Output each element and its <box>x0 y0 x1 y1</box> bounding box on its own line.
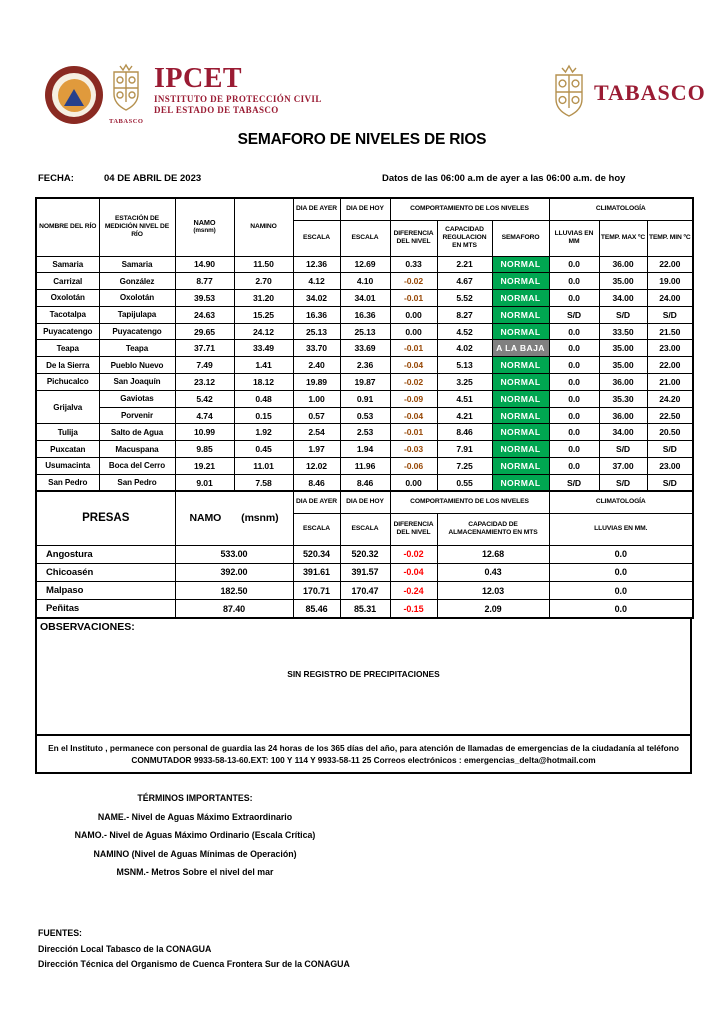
escala-hoy-value: 2.36 <box>340 357 390 374</box>
station-name: Tapijulapa <box>99 306 175 323</box>
ipcet-subtitle-2: DEL ESTADO DE TABASCO <box>154 105 279 115</box>
escala-ayer-value: 16.36 <box>293 306 340 323</box>
river-name: Carrizal <box>36 273 99 290</box>
presa-escala-hoy-value: 170.47 <box>340 582 390 600</box>
col-header-presas-dia-ayer: DIA DE AYER <box>293 491 340 513</box>
capacidad-value: 7.25 <box>437 458 492 475</box>
source-item-1: Dirección Local Tabasco de la CONAGUA <box>38 943 212 954</box>
escala-hoy-value: 34.01 <box>340 290 390 307</box>
col-header-presas-lluvias: LLUVIAS EN MM. <box>549 513 693 545</box>
namo-value: 4.74 <box>175 407 234 424</box>
river-row <box>36 290 693 307</box>
col-header-presas-escala-ayer: ESCALA <box>293 513 340 545</box>
observations-box <box>35 617 692 736</box>
station-name: Pueblo Nuevo <box>99 357 175 374</box>
escala-ayer-value: 12.36 <box>293 256 340 273</box>
lluvias-value: 0.0 <box>549 374 599 391</box>
presa-capacidad-value: 0.43 <box>437 563 549 581</box>
lluvias-value: 0.0 <box>549 357 599 374</box>
col-header-comportamiento: COMPORTAMIENTO DE LOS NIVELES <box>390 198 549 220</box>
presa-diferencia-value: -0.15 <box>390 600 437 618</box>
semaforo-status-badge: NORMAL <box>492 441 549 458</box>
col-header-semaforo: SEMAFORO <box>492 220 549 256</box>
semaforo-status-badge: NORMAL <box>492 374 549 391</box>
col-header-presas-escala-hoy: ESCALA <box>340 513 390 545</box>
tabasco-coat-of-arms-small-icon <box>106 62 146 118</box>
river-name: Puxcatan <box>36 441 99 458</box>
presa-escala-hoy-value: 520.32 <box>340 545 390 563</box>
sources <box>38 926 350 973</box>
presa-lluvias-value: 0.0 <box>549 600 693 618</box>
station-name: Porvenir <box>99 407 175 424</box>
temp-min-value: S/D <box>647 441 693 458</box>
namo-value: 14.90 <box>175 256 234 273</box>
temp-min-value: 20.50 <box>647 424 693 441</box>
presas-namo-unit: (msnm) <box>241 512 279 525</box>
temp-min-value: 21.00 <box>647 374 693 391</box>
col-header-presas-diferencia: DIFERENCIA DEL NIVEL <box>390 513 437 545</box>
emblem-core <box>58 79 91 112</box>
diferencia-value: -0.04 <box>390 357 437 374</box>
capacidad-value: 8.27 <box>437 306 492 323</box>
presa-namo-value: 182.50 <box>175 582 293 600</box>
lluvias-value: 0.0 <box>549 441 599 458</box>
presa-escala-ayer-value: 85.46 <box>293 600 340 618</box>
river-row <box>36 256 693 273</box>
river-name: De la Sierra <box>36 357 99 374</box>
presa-name: Angostura <box>36 545 175 563</box>
namino-value: 2.70 <box>234 273 293 290</box>
temp-min-value: 22.50 <box>647 407 693 424</box>
semaforo-status-badge: NORMAL <box>492 290 549 307</box>
diferencia-value: 0.33 <box>390 256 437 273</box>
temp-max-value: 35.30 <box>599 390 647 407</box>
temp-min-value: 19.00 <box>647 273 693 290</box>
station-name: Puyacatengo <box>99 323 175 340</box>
river-name: Usumacinta <box>36 458 99 475</box>
ipcet-block <box>154 64 322 116</box>
tabasco-wordmark: TABASCO <box>594 80 706 105</box>
term-namo: NAMO.- Nivel de Aguas Máximo Ordinario (Escala Crítica) <box>74 830 316 840</box>
escala-ayer-value: 33.70 <box>293 340 340 357</box>
escala-ayer-value: 25.13 <box>293 323 340 340</box>
presa-row <box>36 600 693 618</box>
observations-label: OBSERVACIONES: <box>40 620 135 633</box>
namino-value: 1.41 <box>234 357 293 374</box>
namino-value: 15.25 <box>234 306 293 323</box>
presa-escala-ayer-value: 391.61 <box>293 563 340 581</box>
lluvias-value: 0.0 <box>549 424 599 441</box>
river-name: Puyacatengo <box>36 323 99 340</box>
col-header-dia-hoy: DIA DE HOY <box>340 198 390 220</box>
namo-label: NAMO <box>193 218 216 228</box>
diferencia-value: -0.01 <box>390 340 437 357</box>
col-header-presas-namo <box>175 491 293 545</box>
presa-capacidad-value: 12.68 <box>437 545 549 563</box>
diferencia-value: -0.01 <box>390 424 437 441</box>
river-name: Tulija <box>36 424 99 441</box>
presa-capacidad-value: 2.09 <box>437 600 549 618</box>
escala-hoy-value: 8.46 <box>340 474 390 491</box>
namino-value: 31.20 <box>234 290 293 307</box>
lluvias-value: 0.0 <box>549 340 599 357</box>
escala-ayer-value: 8.46 <box>293 474 340 491</box>
semaforo-status-badge: NORMAL <box>492 390 549 407</box>
col-header-dia-ayer: DIA DE AYER <box>293 198 340 220</box>
term-msnm: MSNM.- Metros Sobre el nivel del mar <box>116 867 274 877</box>
capacidad-value: 4.02 <box>437 340 492 357</box>
escala-hoy-value: 4.10 <box>340 273 390 290</box>
escala-hoy-value: 33.69 <box>340 340 390 357</box>
river-name: Grijalva <box>36 390 99 424</box>
temp-max-value: 37.00 <box>599 458 647 475</box>
temp-min-value: 21.50 <box>647 323 693 340</box>
temp-max-value: S/D <box>599 474 647 491</box>
temp-max-value: 35.00 <box>599 340 647 357</box>
namo-value: 19.21 <box>175 458 234 475</box>
col-header-climatologia: CLIMATOLOGÍA <box>549 198 693 220</box>
temp-max-value: 33.50 <box>599 323 647 340</box>
col-header-presas: PRESAS <box>36 491 175 545</box>
station-name: San Pedro <box>99 474 175 491</box>
escala-ayer-value: 2.54 <box>293 424 340 441</box>
river-name: Samaria <box>36 256 99 273</box>
col-header-presas-dia-hoy: DIA DE HOY <box>340 491 390 513</box>
semaforo-status-badge: NORMAL <box>492 306 549 323</box>
semaforo-status-badge: NORMAL <box>492 256 549 273</box>
terms-title: TÉRMINOS IMPORTANTES: <box>137 793 253 803</box>
lluvias-value: S/D <box>549 306 599 323</box>
diferencia-value: -0.03 <box>390 441 437 458</box>
presa-diferencia-value: -0.04 <box>390 563 437 581</box>
temp-max-value: 34.00 <box>599 290 647 307</box>
temp-max-value: S/D <box>599 441 647 458</box>
station-name: Boca del Cerro <box>99 458 175 475</box>
capacidad-value: 5.13 <box>437 357 492 374</box>
lluvias-value: 0.0 <box>549 390 599 407</box>
page-title: SEMAFORO DE NIVELES DE RIOS <box>237 131 487 148</box>
escala-hoy-value: 19.87 <box>340 374 390 391</box>
namo-value: 24.63 <box>175 306 234 323</box>
data-window-note: Datos de las 06:00 a.m de ayer a las 06:00 a.m. de hoy <box>382 173 626 184</box>
temp-min-value: 22.00 <box>647 357 693 374</box>
lluvias-value: S/D <box>549 474 599 491</box>
temp-min-value: 24.20 <box>647 390 693 407</box>
escala-hoy-value: 16.36 <box>340 306 390 323</box>
namo-value: 23.12 <box>175 374 234 391</box>
presa-capacidad-value: 12.03 <box>437 582 549 600</box>
escala-ayer-value: 4.12 <box>293 273 340 290</box>
river-row <box>36 390 693 407</box>
semaforo-status-badge: NORMAL <box>492 357 549 374</box>
station-name: Macuspana <box>99 441 175 458</box>
escala-ayer-value: 12.02 <box>293 458 340 475</box>
namino-value: 0.48 <box>234 390 293 407</box>
temp-min-value: 24.00 <box>647 290 693 307</box>
presa-row <box>36 563 693 581</box>
capacidad-value: 2.21 <box>437 256 492 273</box>
civil-protection-triangle-icon <box>64 89 84 106</box>
escala-hoy-value: 11.96 <box>340 458 390 475</box>
presa-namo-value: 533.00 <box>175 545 293 563</box>
escala-ayer-value: 2.40 <box>293 357 340 374</box>
presa-namo-value: 392.00 <box>175 563 293 581</box>
station-name: San Joaquín <box>99 374 175 391</box>
capacidad-value: 4.52 <box>437 323 492 340</box>
lluvias-value: 0.0 <box>549 458 599 475</box>
institute-note-line1: En el Instituto , permanece con personal de guardia las 24 horas de los 365 días del año, para atención de llamadas de emergencias de la ciudadanía al teléfono <box>48 742 679 753</box>
temp-max-value: 34.00 <box>599 424 647 441</box>
lluvias-value: 0.0 <box>549 273 599 290</box>
diferencia-value: -0.04 <box>390 407 437 424</box>
river-name: Tacotalpa <box>36 306 99 323</box>
source-item-2: Dirección Técnica del Organismo de Cuenca Frontera Sur de la CONAGUA <box>38 959 350 969</box>
emblem-inner-ring <box>52 73 96 117</box>
presa-row <box>36 582 693 600</box>
tabasco-small-caption: TABASCO <box>109 118 144 125</box>
diferencia-value: 0.00 <box>390 306 437 323</box>
escala-ayer-value: 0.57 <box>293 407 340 424</box>
col-header-temp-max: TEMP. MAX ºC <box>599 220 647 256</box>
col-header-presas-climatologia: CLIMATOLOGÍA <box>549 491 693 513</box>
station-name: Oxolotán <box>99 290 175 307</box>
capacidad-value: 5.52 <box>437 290 492 307</box>
term-name: NAME.- Nivel de Aguas Máximo Extraordinario <box>97 811 293 822</box>
diferencia-value: -0.02 <box>390 273 437 290</box>
diferencia-value: -0.01 <box>390 290 437 307</box>
river-row <box>36 374 693 391</box>
temp-max-value: 36.00 <box>599 374 647 391</box>
escala-hoy-value: 25.13 <box>340 323 390 340</box>
temp-min-value: 22.00 <box>647 256 693 273</box>
capacidad-value: 3.25 <box>437 374 492 391</box>
presa-name: Peñitas <box>36 600 175 618</box>
namino-value: 11.01 <box>234 458 293 475</box>
institute-note-line2: CONMUTADOR 9933-58-13-60.EXT: 100 Y 114 Y 9933-58-11 25 Correos electrónicos : emergencias_delta@hotmail.com <box>131 754 596 765</box>
col-header-estacion: ESTACIÓN DE MEDICIÓN NIVEL DE RÍO <box>99 198 175 256</box>
river-row <box>36 323 693 340</box>
presa-escala-ayer-value: 170.71 <box>293 582 340 600</box>
ipcet-subtitle-1: INSTITUTO DE PROTECCIÓN CIVIL <box>154 94 322 104</box>
col-header-namino: NAMINO <box>234 198 293 256</box>
river-row <box>36 407 693 424</box>
observations-text: SIN REGISTRO DE PRECIPITACIONES <box>287 668 440 679</box>
temp-max-value: 36.00 <box>599 256 647 273</box>
escala-hoy-value: 0.91 <box>340 390 390 407</box>
sources-title: FUENTES: <box>38 928 82 938</box>
namino-value: 7.58 <box>234 474 293 491</box>
namino-value: 18.12 <box>234 374 293 391</box>
namino-value: 0.15 <box>234 407 293 424</box>
station-name: Samaria <box>99 256 175 273</box>
important-terms <box>30 789 360 882</box>
col-header-presas-capacidad: CAPACIDAD DE ALMACENAMIENTO EN MTS <box>437 513 549 545</box>
presa-lluvias-value: 0.0 <box>549 563 693 581</box>
presa-lluvias-value: 0.0 <box>549 545 693 563</box>
presa-name: Malpaso <box>36 582 175 600</box>
presa-escala-hoy-value: 391.57 <box>340 563 390 581</box>
temp-min-value: S/D <box>647 306 693 323</box>
temp-min-value: 23.00 <box>647 458 693 475</box>
namo-value: 29.65 <box>175 323 234 340</box>
station-name: Gaviotas <box>99 390 175 407</box>
presa-escala-ayer-value: 520.34 <box>293 545 340 563</box>
namino-value: 33.49 <box>234 340 293 357</box>
presa-row <box>36 545 693 563</box>
presa-diferencia-value: -0.24 <box>390 582 437 600</box>
diferencia-value: 0.00 <box>390 474 437 491</box>
river-row <box>36 273 693 290</box>
escala-hoy-value: 1.94 <box>340 441 390 458</box>
river-name: Teapa <box>36 340 99 357</box>
tabasco-coat-of-arms-icon <box>547 63 591 123</box>
temp-max-value: 35.00 <box>599 357 647 374</box>
temp-max-value: 35.00 <box>599 273 647 290</box>
river-name: Oxolotán <box>36 290 99 307</box>
namino-value: 0.45 <box>234 441 293 458</box>
presa-name: Chicoasén <box>36 563 175 581</box>
capacidad-value: 4.21 <box>437 407 492 424</box>
escala-hoy-value: 2.53 <box>340 424 390 441</box>
col-header-escala-hoy: ESCALA <box>340 220 390 256</box>
semaforo-status-badge: NORMAL <box>492 273 549 290</box>
namino-value: 24.12 <box>234 323 293 340</box>
escala-hoy-value: 0.53 <box>340 407 390 424</box>
namo-value: 5.42 <box>175 390 234 407</box>
river-row <box>36 424 693 441</box>
col-header-diferencia: DIFERENCIA DEL NIVEL <box>390 220 437 256</box>
river-row <box>36 306 693 323</box>
river-row <box>36 441 693 458</box>
river-row <box>36 474 693 491</box>
presas-table <box>35 490 694 619</box>
station-name: Teapa <box>99 340 175 357</box>
col-header-presas-comportamiento: COMPORTAMIENTO DE LOS NIVELES <box>390 491 549 513</box>
namo-value: 7.49 <box>175 357 234 374</box>
presa-lluvias-value: 0.0 <box>549 582 693 600</box>
ipcet-title: IPCET <box>154 63 243 94</box>
lluvias-value: 0.0 <box>549 323 599 340</box>
lluvias-value: 0.0 <box>549 256 599 273</box>
namo-value: 9.85 <box>175 441 234 458</box>
escala-ayer-value: 19.89 <box>293 374 340 391</box>
col-header-nombre-rio: NOMBRE DEL RÍO <box>36 198 99 256</box>
diferencia-value: 0.00 <box>390 323 437 340</box>
col-header-namo <box>175 198 234 256</box>
col-header-capacidad: CAPACIDAD REGULACION EN MTS <box>437 220 492 256</box>
semaforo-status-badge: NORMAL <box>492 458 549 475</box>
semaforo-status-badge: A LA BAJA <box>492 340 549 357</box>
term-namino: NAMINO (Nivel de Aguas Mínimas de Operación) <box>93 848 297 859</box>
temp-max-value: S/D <box>599 306 647 323</box>
fecha-value: 04 DE ABRIL DE 2023 <box>104 173 202 184</box>
presas-namo-label: NAMO <box>189 512 222 525</box>
namo-value: 10.99 <box>175 424 234 441</box>
semaforo-status-badge: NORMAL <box>492 474 549 491</box>
col-header-temp-min: TEMP. MIN ºC <box>647 220 693 256</box>
lluvias-value: 0.0 <box>549 407 599 424</box>
namo-value: 37.71 <box>175 340 234 357</box>
capacidad-value: 8.46 <box>437 424 492 441</box>
river-name: Pichucalco <box>36 374 99 391</box>
station-name: González <box>99 273 175 290</box>
semaforo-status-badge: NORMAL <box>492 424 549 441</box>
temp-max-value: 36.00 <box>599 407 647 424</box>
presa-diferencia-value: -0.02 <box>390 545 437 563</box>
escala-hoy-value: 12.69 <box>340 256 390 273</box>
namino-value: 11.50 <box>234 256 293 273</box>
fecha-label: FECHA: <box>38 173 74 184</box>
river-row <box>36 340 693 357</box>
diferencia-value: -0.09 <box>390 390 437 407</box>
col-header-escala-ayer: ESCALA <box>293 220 340 256</box>
semaforo-status-badge: NORMAL <box>492 323 549 340</box>
diferencia-value: -0.02 <box>390 374 437 391</box>
escala-ayer-value: 34.02 <box>293 290 340 307</box>
temp-min-value: S/D <box>647 474 693 491</box>
river-row <box>36 357 693 374</box>
namo-value: 8.77 <box>175 273 234 290</box>
capacidad-value: 0.55 <box>437 474 492 491</box>
institute-note-box <box>35 734 692 774</box>
tables-container <box>35 197 692 774</box>
semaforo-status-badge: NORMAL <box>492 407 549 424</box>
presa-escala-hoy-value: 85.31 <box>340 600 390 618</box>
namo-value: 39.53 <box>175 290 234 307</box>
capacidad-value: 4.67 <box>437 273 492 290</box>
proteccion-civil-emblem-icon <box>45 66 103 124</box>
river-row <box>36 458 693 475</box>
river-name: San Pedro <box>36 474 99 491</box>
temp-min-value: 23.00 <box>647 340 693 357</box>
namino-value: 1.92 <box>234 424 293 441</box>
namo-value: 9.01 <box>175 474 234 491</box>
escala-ayer-value: 1.00 <box>293 390 340 407</box>
capacidad-value: 4.51 <box>437 390 492 407</box>
presa-namo-value: 87.40 <box>175 600 293 618</box>
lluvias-value: 0.0 <box>549 290 599 307</box>
escala-ayer-value: 1.97 <box>293 441 340 458</box>
station-name: Salto de Agua <box>99 424 175 441</box>
rivers-table <box>35 197 694 492</box>
capacidad-value: 7.91 <box>437 441 492 458</box>
namo-unit: (msnm) <box>193 227 216 235</box>
diferencia-value: -0.06 <box>390 458 437 475</box>
col-header-lluvias: LLUVIAS EN MM <box>549 220 599 256</box>
